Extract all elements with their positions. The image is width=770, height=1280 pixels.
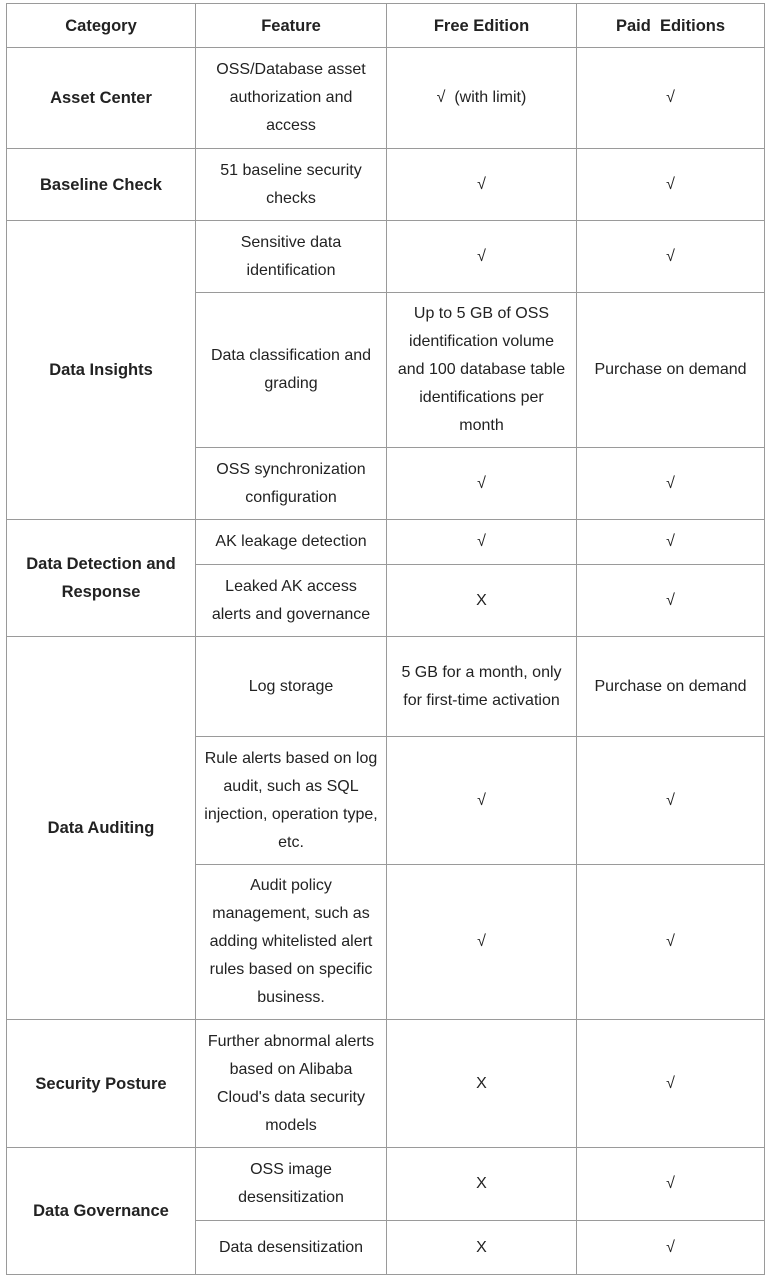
feature-cell: OSS/Database asset authorization and access <box>196 48 387 149</box>
category-cell: Baseline Check <box>7 149 196 221</box>
table-row <box>7 149 765 221</box>
free-edition-cell: X <box>387 1020 577 1148</box>
free-edition-cell: √ <box>387 737 577 865</box>
paid-edition-cell: √ <box>577 48 765 149</box>
feature-cell: Rule alerts based on log audit, such as SQL injection, operation type, etc. <box>196 737 387 865</box>
paid-edition-cell: √ <box>577 565 765 637</box>
table-row <box>7 48 765 149</box>
header-category: Category <box>7 4 196 48</box>
free-edition-cell: √ <box>387 448 577 520</box>
paid-edition-cell: Purchase on demand <box>577 293 765 448</box>
category-cell: Security Posture <box>7 1020 196 1148</box>
category-cell: Data Governance <box>7 1148 196 1275</box>
table-row <box>7 520 765 565</box>
feature-cell: Audit policy management, such as adding whitelisted alert rules based on specific business. <box>196 865 387 1020</box>
feature-cell: Data classification and grading <box>196 293 387 448</box>
feature-cell: Sensitive data identification <box>196 221 387 293</box>
paid-edition-cell: √ <box>577 221 765 293</box>
free-edition-cell: √ (with limit) <box>387 48 577 149</box>
category-cell: Data Detection and Response <box>7 520 196 637</box>
feature-cell: OSS image desensitization <box>196 1148 387 1221</box>
header-free-edition: Free Edition <box>387 4 577 48</box>
paid-edition-cell: √ <box>577 520 765 565</box>
free-edition-cell: √ <box>387 149 577 221</box>
free-edition-cell: Up to 5 GB of OSS identification volume and 100 database table identifications per month <box>387 293 577 448</box>
category-cell: Asset Center <box>7 48 196 149</box>
paid-edition-cell: √ <box>577 1020 765 1148</box>
feature-cell: OSS synchronization configuration <box>196 448 387 520</box>
header-paid-editions: Paid Editions <box>577 4 765 48</box>
table-row <box>7 1148 765 1221</box>
paid-edition-cell: √ <box>577 1148 765 1221</box>
header-row <box>7 4 765 48</box>
table-row <box>7 637 765 737</box>
free-edition-cell: √ <box>387 865 577 1020</box>
feature-cell: Log storage <box>196 637 387 737</box>
free-edition-cell: 5 GB for a month, only for first-time activation <box>387 637 577 737</box>
free-edition-cell: X <box>387 1148 577 1221</box>
paid-edition-cell: √ <box>577 448 765 520</box>
header-feature: Feature <box>196 4 387 48</box>
feature-cell: 51 baseline security checks <box>196 149 387 221</box>
paid-edition-cell: √ <box>577 149 765 221</box>
paid-edition-cell: Purchase on demand <box>577 637 765 737</box>
category-cell: Data Insights <box>7 221 196 520</box>
free-edition-cell: √ <box>387 221 577 293</box>
feature-cell: Further abnormal alerts based on Alibaba Cloud's data security models <box>196 1020 387 1148</box>
paid-edition-cell: √ <box>577 865 765 1020</box>
feature-cell: Leaked AK access alerts and governance <box>196 565 387 637</box>
feature-cell: Data desensitization <box>196 1221 387 1275</box>
table-row <box>7 221 765 293</box>
paid-edition-cell: √ <box>577 737 765 865</box>
feature-cell: AK leakage detection <box>196 520 387 565</box>
category-cell: Data Auditing <box>7 637 196 1020</box>
free-edition-cell: X <box>387 1221 577 1275</box>
paid-edition-cell: √ <box>577 1221 765 1275</box>
edition-comparison-table <box>6 3 765 1275</box>
free-edition-cell: X <box>387 565 577 637</box>
free-edition-cell: √ <box>387 520 577 565</box>
table-row <box>7 1020 765 1148</box>
